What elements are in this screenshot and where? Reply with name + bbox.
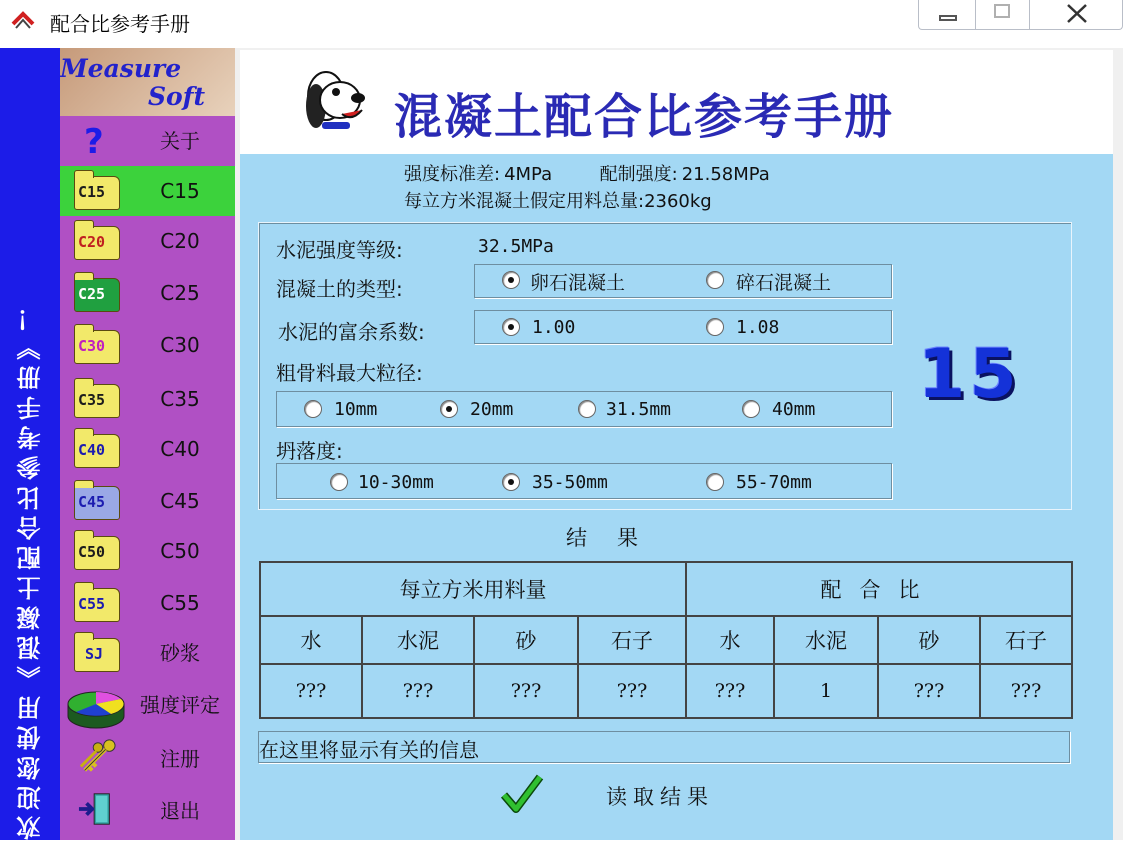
table-header-cell: 水泥 — [362, 616, 474, 664]
concrete-type-label-gravel: 碎石混凝土 — [736, 272, 832, 294]
surplus-radio-1-08[interactable] — [706, 318, 724, 336]
dog-logo-icon — [302, 66, 372, 138]
keys-icon — [74, 738, 120, 776]
folder-icon: C35 — [74, 384, 120, 418]
table-cell: ??? — [474, 664, 578, 718]
sidebar-item-register[interactable] — [60, 734, 235, 784]
aggregate-radio-31-5mm[interactable] — [578, 400, 596, 418]
sidebar-item-label: 关于 — [160, 129, 200, 153]
sidebar-item-c55[interactable] — [60, 578, 235, 628]
slump-radio-10-30mm[interactable] — [330, 473, 348, 491]
app-icon — [10, 10, 36, 34]
aggregate-radio-40mm[interactable] — [742, 400, 760, 418]
sidebar-item-label: 注册 — [160, 747, 200, 771]
sidebar — [60, 48, 235, 840]
checkmark-icon[interactable] — [500, 773, 544, 815]
std-dev-label: 强度标准差: — [404, 164, 501, 185]
sidebar-item-label: C35 — [160, 387, 200, 411]
folder-icon: C15 — [74, 176, 120, 210]
table-cell: ??? — [578, 664, 686, 718]
result-group-quantity: 每立方米用料量 — [260, 562, 686, 616]
window-title: 配合比参考手册 — [50, 12, 190, 36]
design-strength-value: 21.58MPa — [681, 164, 770, 185]
folder-icon: C45 — [74, 486, 120, 520]
sidebar-item-label: C30 — [160, 333, 200, 357]
table-cell: ??? — [878, 664, 980, 718]
sidebar-item-strength-eval[interactable] — [60, 680, 235, 730]
aggregate-label-40mm: 40mm — [772, 399, 816, 420]
slump-radio-35-50mm[interactable] — [502, 473, 520, 491]
sidebar-item-mortar[interactable] — [60, 628, 235, 678]
sidebar-item-c40[interactable] — [60, 424, 235, 474]
table-row — [260, 664, 1072, 718]
sidebar-item-label: C55 — [160, 591, 200, 615]
table-cell: ??? — [362, 664, 474, 718]
sidebar-item-label: 强度评定 — [140, 693, 220, 717]
logo-line1: Measure — [60, 54, 182, 83]
welcome-banner — [0, 48, 60, 840]
folder-icon: C55 — [74, 588, 120, 622]
total-weight-info — [404, 187, 712, 213]
pie-chart-icon — [66, 682, 126, 730]
aggregate-size-label: 粗骨料最大粒径: — [276, 361, 423, 385]
sidebar-item-c25[interactable] — [60, 268, 235, 318]
sidebar-item-label: C25 — [160, 281, 200, 305]
slump-label-35-50mm: 35-50mm — [532, 472, 608, 493]
table-header-cell: 石子 — [578, 616, 686, 664]
sidebar-item-c15[interactable] — [60, 166, 235, 216]
concrete-type-radio-gravel[interactable] — [706, 271, 724, 289]
logo-line2: Soft — [148, 82, 206, 111]
grade-display: 15 — [918, 335, 1021, 414]
table-cell: ??? — [260, 664, 362, 718]
sidebar-item-exit[interactable] — [60, 786, 235, 836]
sidebar-item-label: C20 — [160, 229, 200, 253]
sidebar-item-label: 砂浆 — [160, 641, 200, 665]
sidebar-item-c50[interactable] — [60, 526, 235, 576]
concrete-type-label: 混凝土的类型: — [276, 277, 403, 301]
minimize-button[interactable] — [918, 0, 976, 30]
folder-icon: C25 — [74, 278, 120, 312]
aggregate-label-10mm: 10mm — [334, 399, 378, 420]
folder-icon: C50 — [74, 536, 120, 570]
design-strength-label: 配制强度: — [599, 164, 678, 185]
total-weight-value: 2360kg — [644, 191, 712, 212]
concrete-type-radio-pebble[interactable] — [502, 271, 520, 289]
folder-icon: SJ — [74, 638, 120, 672]
slump-label-10-30mm: 10-30mm — [358, 472, 434, 493]
read-result-button[interactable]: 读取结果 — [606, 785, 714, 809]
table-header-cell: 水 — [260, 616, 362, 664]
logo — [60, 48, 235, 116]
close-icon — [1030, 0, 1124, 30]
message-text: 在这里将显示有关的信息 — [259, 738, 479, 762]
concrete-type-label-pebble: 卵石混凝土 — [530, 272, 626, 294]
exit-door-icon — [74, 790, 120, 828]
table-header-cell: 石子 — [980, 616, 1072, 664]
strength-info — [404, 160, 770, 186]
close-button[interactable] — [1029, 0, 1123, 30]
sidebar-item-c30[interactable] — [60, 320, 235, 370]
aggregate-label-31-5mm: 31.5mm — [606, 399, 672, 420]
folder-icon: C40 — [74, 434, 120, 468]
sidebar-item-c35[interactable] — [60, 374, 235, 424]
slump-label: 坍落度: — [276, 439, 343, 463]
total-weight-label: 每立方米混凝土假定用料总量: — [404, 191, 645, 212]
result-title: 结果 — [566, 526, 668, 550]
std-dev-value: 4MPa — [504, 164, 553, 185]
table-header-cell: 砂 — [878, 616, 980, 664]
result-group-ratio: 配合比 — [686, 562, 1072, 616]
welcome-banner-text: 欢迎您使用《混凝土配合比参考手册》！ — [16, 300, 45, 840]
folder-icon: C30 — [74, 330, 120, 364]
surplus-label-1-00: 1.00 — [532, 317, 576, 338]
aggregate-radio-10mm[interactable] — [304, 400, 322, 418]
aggregate-label-20mm: 20mm — [470, 399, 514, 420]
sidebar-item-label: C40 — [160, 437, 200, 461]
sidebar-item-c45[interactable] — [60, 476, 235, 526]
table-header-cell: 砂 — [474, 616, 578, 664]
surplus-label-1-08: 1.08 — [736, 317, 780, 338]
question-icon: ? — [84, 122, 104, 162]
sidebar-item-label: C45 — [160, 489, 200, 513]
aggregate-radio-20mm[interactable] — [440, 400, 458, 418]
surplus-coefficient-label: 水泥的富余系数: — [278, 320, 425, 344]
table-header-cell: 水 — [686, 616, 774, 664]
cement-grade-label: 水泥强度等级: — [276, 238, 403, 262]
result-table — [259, 561, 1073, 719]
cement-grade-value: 32.5MPa — [478, 236, 554, 257]
sidebar-item-label: C50 — [160, 539, 200, 563]
sidebar-item-c20[interactable] — [60, 216, 235, 266]
sidebar-item-about[interactable] — [60, 116, 235, 166]
table-cell: ??? — [686, 664, 774, 718]
sidebar-item-label: 退出 — [160, 799, 200, 823]
table-header-cell: 水泥 — [774, 616, 878, 664]
surplus-radio-1-00[interactable] — [502, 318, 520, 336]
table-cell: ??? — [980, 664, 1072, 718]
slump-label-55-70mm: 55-70mm — [736, 472, 812, 493]
slump-radio-55-70mm[interactable] — [706, 473, 724, 491]
title-bar — [0, 0, 1128, 48]
sidebar-item-label: C15 — [160, 179, 200, 203]
table-cell: 1 — [774, 664, 878, 718]
maximize-button[interactable] — [975, 0, 1030, 30]
page-title: 混凝土配合比参考手册 — [394, 89, 895, 145]
folder-icon: C20 — [74, 226, 120, 260]
